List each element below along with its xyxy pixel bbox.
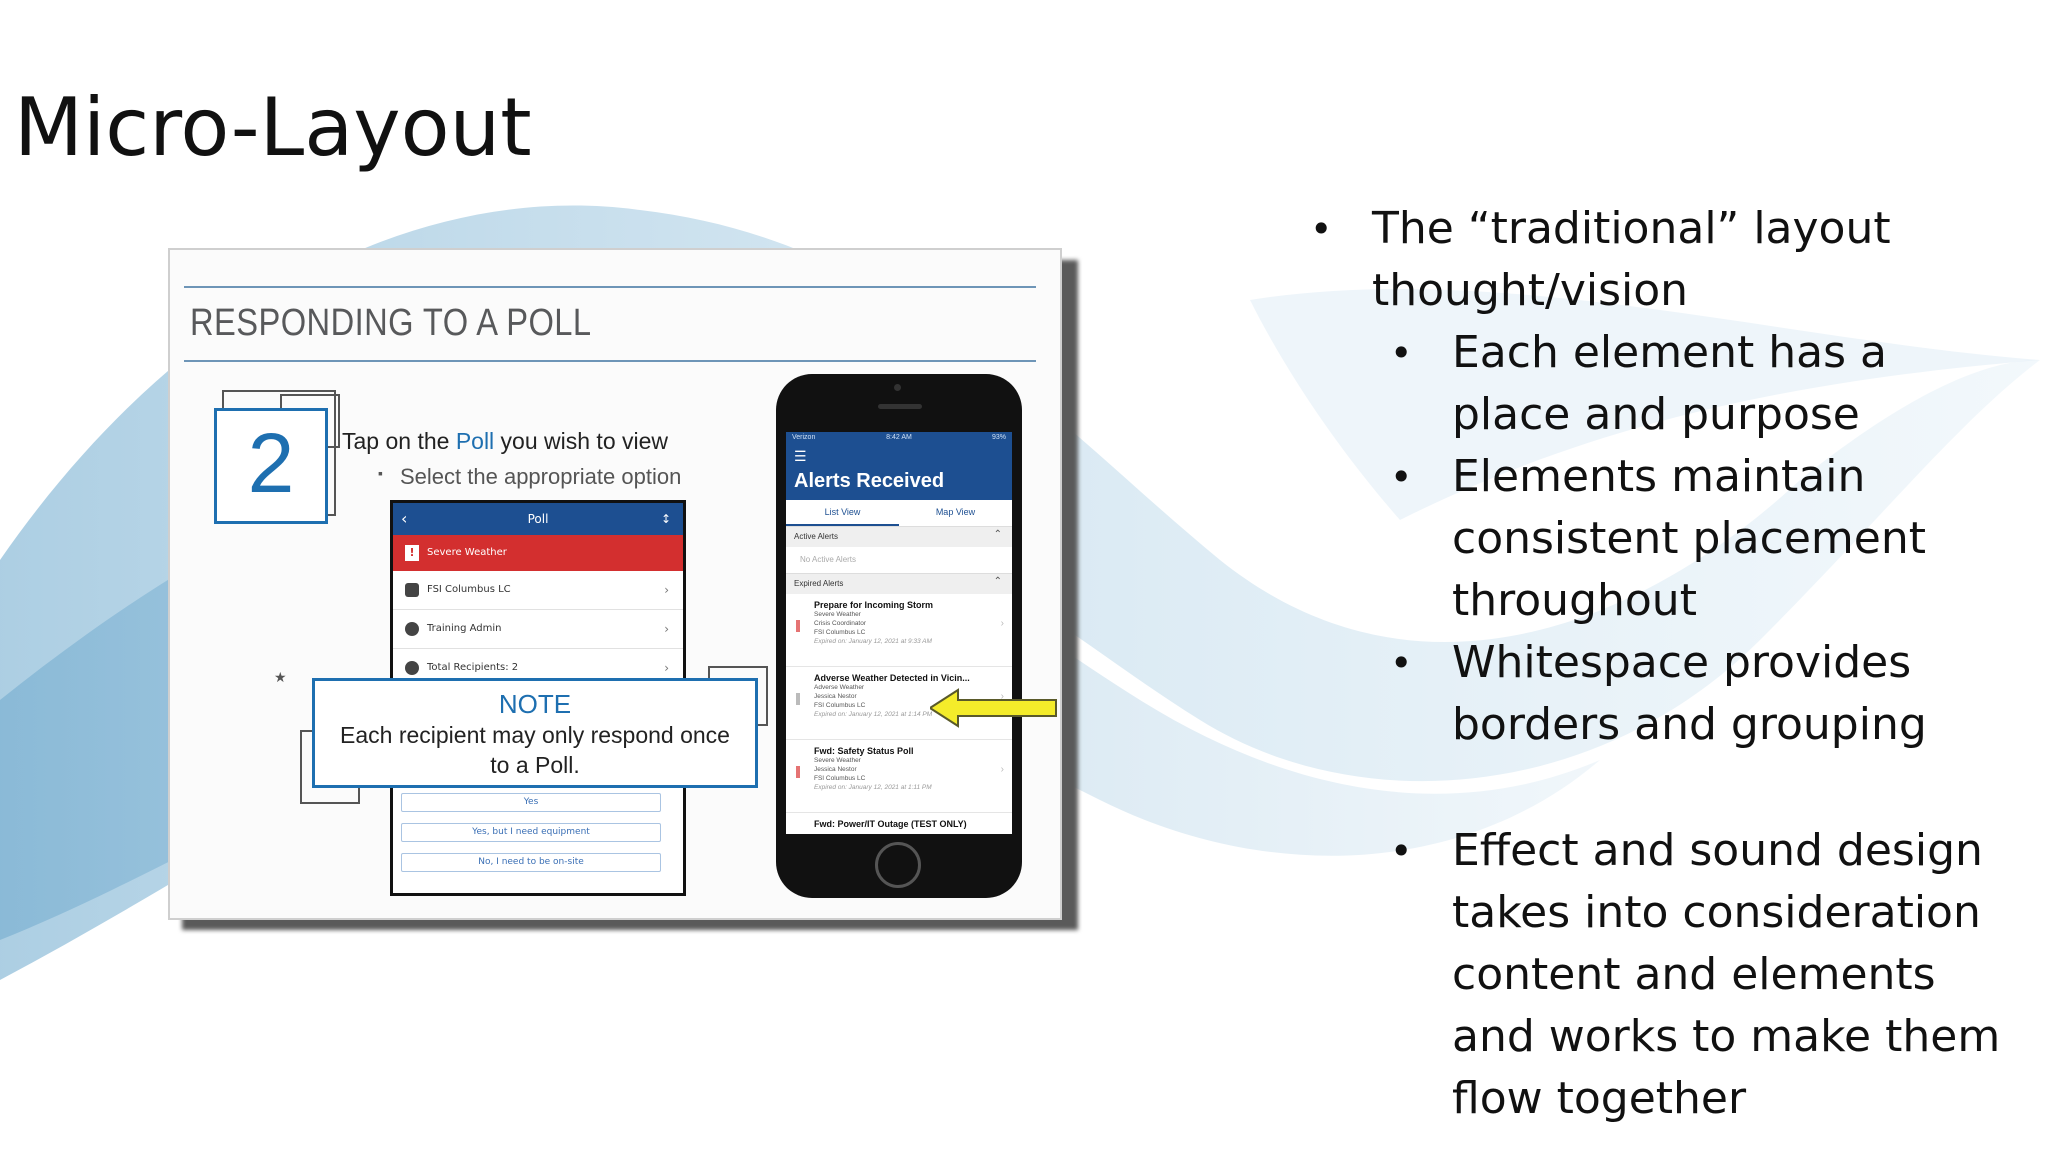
instruction bbox=[342, 428, 668, 455]
chevron-right-icon: › bbox=[1000, 618, 1004, 629]
poll-header bbox=[393, 503, 683, 535]
poll-row bbox=[393, 610, 683, 649]
poll-option: Yes, but I need equipment bbox=[401, 823, 661, 842]
menu-icon: ☰ bbox=[794, 448, 807, 464]
note-heading: NOTE bbox=[498, 689, 572, 719]
poll-row bbox=[393, 571, 683, 610]
translate-icon: ↕ bbox=[660, 512, 671, 526]
alert-line: FSI Columbus LC bbox=[814, 629, 866, 636]
instruction-highlight: Poll bbox=[455, 428, 495, 454]
alert-date: Expired on: January 12, 2021 at 1:14 PM bbox=[814, 711, 933, 718]
alert-date: Expired on: January 12, 2021 at 9:33 AM bbox=[814, 638, 932, 645]
back-icon: ‹ bbox=[401, 509, 408, 528]
yellow-arrow-icon bbox=[930, 688, 1060, 728]
bullet-marker: • bbox=[1390, 641, 1413, 685]
alert-marker bbox=[796, 766, 800, 778]
bullet-item-level-1: The “traditional” layout thought/vision bbox=[1372, 203, 1891, 316]
bullet-item-level-2: Whitespace provides borders and grouping bbox=[1452, 637, 1927, 750]
badge-icon: ★ bbox=[274, 670, 287, 686]
chevron-right-icon: › bbox=[1000, 764, 1004, 775]
people-icon bbox=[405, 661, 419, 675]
app-header-title: Alerts Received bbox=[794, 470, 945, 492]
poll-row-label: Total Recipients: 2 bbox=[427, 662, 519, 673]
bullet-item-level-2: Effect and sound design takes into consideration content and elements and works to make them flow together bbox=[1452, 825, 2001, 1124]
building-icon bbox=[405, 583, 419, 597]
speaker-icon bbox=[878, 404, 922, 409]
poll-row-label: Training Admin bbox=[427, 623, 502, 634]
chevron-right-icon: › bbox=[664, 661, 669, 675]
note-callout bbox=[312, 678, 758, 788]
tab-map-view: Map View bbox=[935, 507, 976, 517]
sub-instruction: ▪ Select the appropriate option bbox=[400, 464, 681, 490]
alert-line: Adverse Weather bbox=[814, 684, 865, 691]
phone-screen bbox=[786, 432, 1012, 834]
alert-title: Adverse Weather Detected in Vicin... bbox=[814, 673, 970, 683]
person-icon bbox=[405, 622, 419, 636]
chevron-right-icon: › bbox=[664, 583, 669, 597]
poll-alert-type: ! Severe Weather bbox=[393, 535, 683, 571]
step-number: 2 bbox=[247, 416, 295, 510]
bullet-item-level-2: Elements maintain consistent placement throughout bbox=[1452, 451, 1926, 626]
alert-item bbox=[786, 740, 1012, 813]
clock: 8:42 AM bbox=[886, 434, 912, 441]
heading-rule bbox=[184, 360, 1036, 362]
poll-option: No, I need to be on-site bbox=[401, 853, 661, 872]
alert-line: Jessica Nestor bbox=[814, 766, 857, 773]
active-alerts-section: Active Alerts ⌃ bbox=[786, 526, 1012, 547]
status-bar bbox=[786, 432, 1012, 444]
alert-title-partial: Fwd: Power/IT Outage (TEST ONLY) bbox=[814, 819, 967, 829]
carrier: Verizon bbox=[792, 434, 816, 441]
alert-marker bbox=[796, 620, 800, 632]
iphone-mockup bbox=[776, 374, 1022, 898]
top-rule bbox=[184, 286, 1036, 288]
alert-title: Fwd: Safety Status Poll bbox=[814, 746, 914, 756]
alert-line: Severe Weather bbox=[814, 611, 861, 618]
camera-icon bbox=[894, 384, 901, 391]
alert-line: FSI Columbus LC bbox=[814, 702, 866, 709]
alert-item bbox=[786, 594, 1012, 667]
slide-title: Micro-Layout bbox=[14, 81, 532, 174]
poll-row-label: FSI Columbus LC bbox=[427, 584, 511, 595]
tab-list-view: List View bbox=[786, 500, 899, 526]
alert-title: Prepare for Incoming Storm bbox=[814, 600, 934, 610]
poll-option: Yes bbox=[401, 793, 661, 812]
bullet-item-level-2: Each element has a place and purpose bbox=[1452, 327, 1887, 440]
alert-line: Jessica Nestor bbox=[814, 693, 857, 700]
chevron-right-icon: › bbox=[664, 622, 669, 636]
step-number-box bbox=[214, 408, 328, 524]
chevron-right-icon: › bbox=[1000, 691, 1004, 702]
poll-title: Poll bbox=[527, 512, 549, 526]
app-header bbox=[786, 444, 1012, 500]
alert-line: FSI Columbus LC bbox=[814, 775, 866, 782]
expired-alerts-section: Expired Alerts ⌃ bbox=[786, 573, 1012, 594]
embedded-slide-image bbox=[168, 248, 1062, 920]
instruction-post: you wish to view bbox=[494, 428, 669, 454]
battery: 93% bbox=[991, 434, 1006, 441]
alert-marker bbox=[796, 693, 800, 705]
bullet-marker: • bbox=[1390, 829, 1413, 873]
alert-line: Crisis Coordinator bbox=[814, 620, 867, 627]
instruction-pre: Tap on the bbox=[342, 428, 456, 454]
alert-date: Expired on: January 12, 2021 at 1:11 PM bbox=[814, 784, 932, 791]
bullet-marker: • bbox=[1310, 207, 1333, 251]
home-button bbox=[875, 842, 921, 888]
no-active-alerts: No Active Alerts bbox=[800, 555, 857, 564]
note-body: Each recipient may only respond once to a Poll. bbox=[340, 722, 730, 778]
embedded-heading: RESPONDING TO A POLL bbox=[190, 302, 592, 344]
alert-line: Severe Weather bbox=[814, 757, 861, 764]
bullet-marker: • bbox=[1390, 455, 1413, 499]
view-tabs bbox=[786, 500, 1012, 526]
bullet-marker: • bbox=[1390, 331, 1413, 375]
